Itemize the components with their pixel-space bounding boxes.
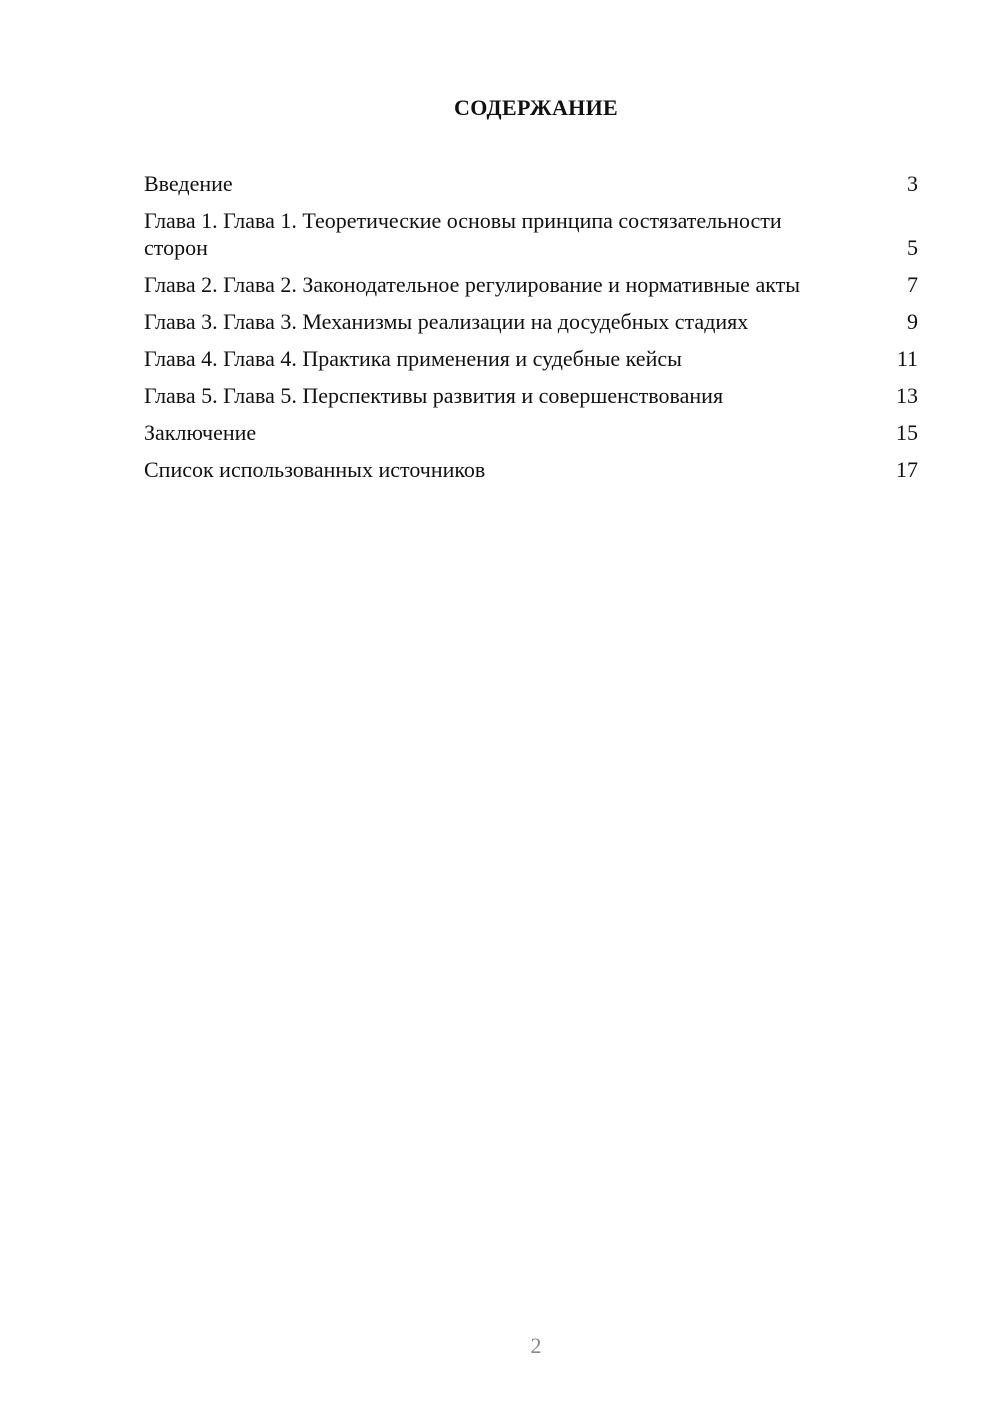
toc-entry-page: 11 (896, 346, 918, 371)
toc-entry-text: Список использованных источников (144, 457, 486, 482)
page-title: СОДЕРЖАНИЕ (454, 95, 618, 120)
toc-entry-text: Глава 3. Глава 3. Механизмы реализации на досудебных стадиях (144, 309, 749, 334)
toc-entry-chapter-2[interactable] (144, 271, 918, 298)
toc-entry-page: 17 (896, 457, 918, 482)
toc-entry-text: Глава 4. Глава 4. Практика применения и судебные кейсы (144, 346, 682, 371)
toc-entry-text: Глава 1. Глава 1. Теоретические основы принципа состязательности сторон (144, 208, 782, 260)
table-of-contents (144, 170, 918, 493)
toc-entry-text: Глава 5. Глава 5. Перспективы развития и совершенствования (144, 383, 724, 408)
toc-entry-text: Заключение (144, 420, 257, 445)
toc-entry-chapter-5[interactable] (144, 382, 918, 409)
toc-entry-page: 7 (907, 272, 918, 297)
page-number: 2 (530, 1333, 542, 1358)
toc-entry-page: 9 (907, 309, 918, 334)
toc-entry-conclusion[interactable] (144, 419, 918, 446)
toc-entry-page: 15 (896, 420, 918, 445)
toc-entry-chapter-3[interactable] (144, 308, 918, 335)
toc-entry-text: Введение (144, 171, 233, 196)
toc-entry-chapter-1[interactable] (144, 207, 918, 261)
toc-entry-references[interactable] (144, 456, 918, 483)
toc-entry-page: 3 (907, 171, 918, 196)
toc-entry-page: 5 (907, 235, 918, 260)
toc-entry-chapter-4[interactable] (144, 345, 918, 372)
toc-entry-text: Глава 2. Глава 2. Законодательное регулирование и нормативные акты (144, 272, 801, 297)
toc-entry-page: 13 (896, 383, 918, 408)
toc-entry-introduction[interactable] (144, 170, 918, 197)
